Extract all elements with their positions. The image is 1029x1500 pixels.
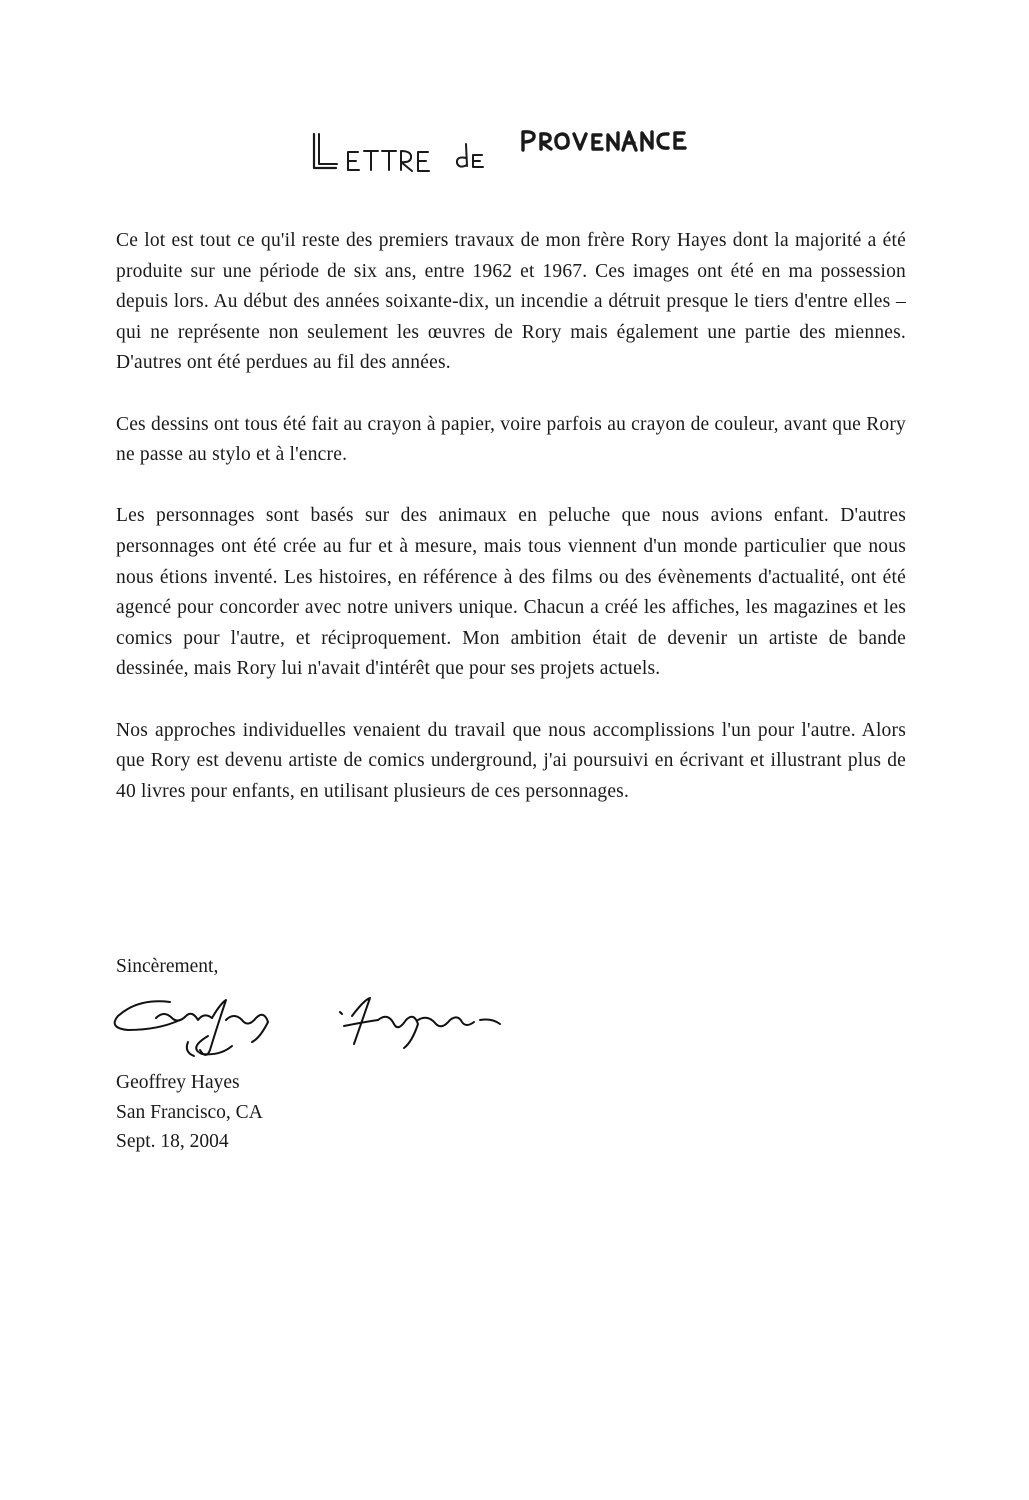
paragraph-4: Nos approches individuelles venaient du travail que nous accomplissions l'un pour l'autre. Alors que Rory est devenu artiste de comics underground, j'ai poursuivi en écrivant et illustrant plus de 40 livres pour enfants, en utilisant plusieurs de ces personnages. [116,719,906,802]
paragraph-1: Ce lot est tout ce qu'il reste des premiers travaux de mon frère Rory Hayes dont la majorité a été produite sur une période de six ans, entre 1962 et 1967. Ces images ont été en ma possession depuis lors. Au début des années soixante-dix, un incendie a détruit presque le tiers d'entre elles – qui ne représente non seulement les œuvres de Rory mais également une partie des miennes. D'autres ont été perdues au fil des années. [116,230,906,374]
letter-body [116,226,906,838]
paragraph-2: Ces dessins ont tous été fait au crayon à papier, voire parfois au crayon de couleur, avant que Rory ne passe au stylo et à l'encre. [116,413,906,466]
signer-location: San Francisco, CA [116,1101,263,1123]
handwritten-signature [108,990,518,1070]
paragraph-3: Les personnages sont basés sur des animaux en peluche que nous avions enfant. D'autres personnages ont été crée au fur et à mesure, mais tous viennent d'un monde particulier que nous nous étions inventé. Les histoires, en référence à des films ou des évènements d'actualité, ont été agencé pour concorder avec notre univers unique. Chacun a créé les affiches, les magazines et les comics pour l'autre, et réciproquement. Mon ambition était de devenir un artiste de bande dessinée, mais Rory lui n'avait d'intérêt que pour ses projets actuels. [116,505,906,680]
hand-lettered-title [300,118,730,188]
closing-salutation: Sincèrement, [116,956,219,977]
signature-block [116,1068,263,1157]
signer-name: Geoffrey Hayes [116,1072,240,1093]
letter-date: Sept. 18, 2004 [116,1131,229,1152]
